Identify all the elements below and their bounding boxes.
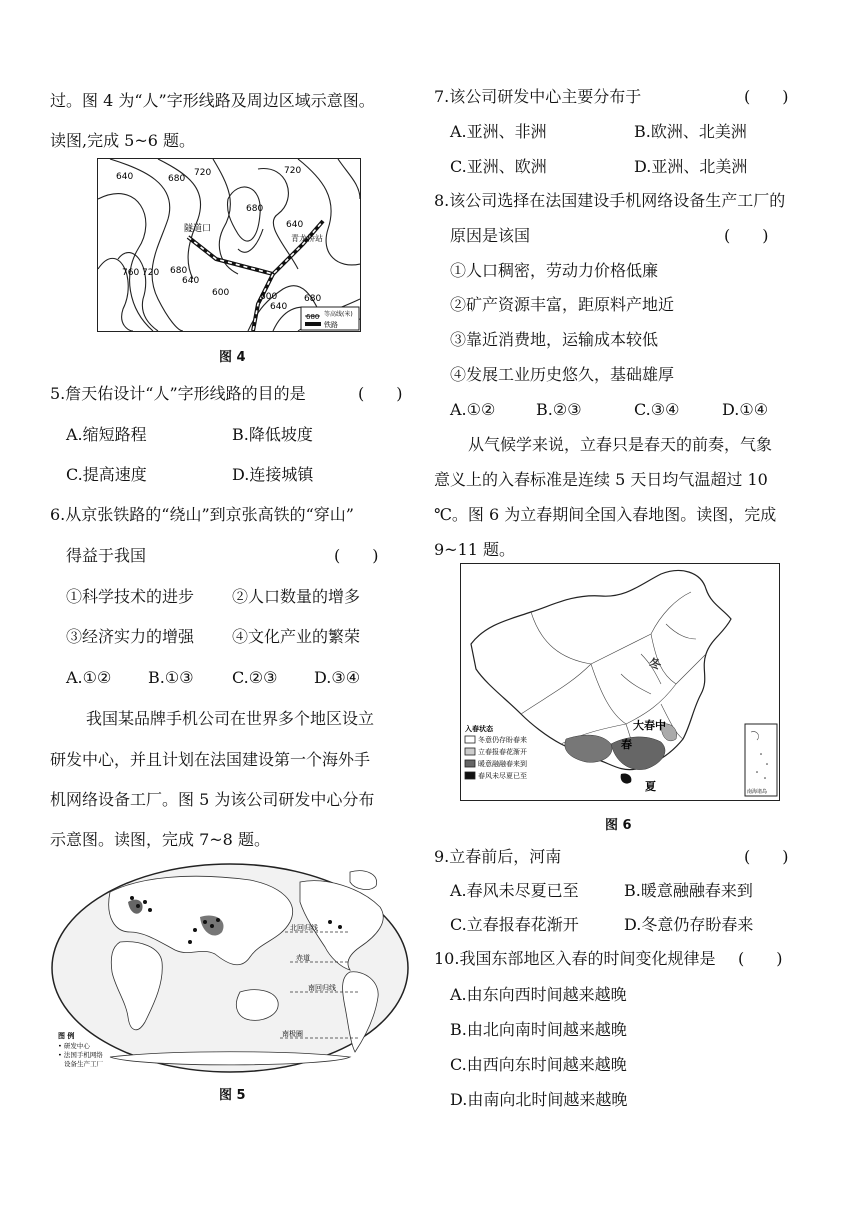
label-chun: 春: [621, 738, 632, 751]
contour-label: 640: [270, 302, 288, 312]
contour-label: 720: [142, 268, 160, 278]
legend-title: 图 例: [58, 1032, 75, 1040]
q6-item-2: ②人口数量的增多: [232, 587, 361, 606]
q8-item-1: ①人口稠密，劳动力价格低廉: [450, 261, 659, 280]
q8-option-a[interactable]: A.①②: [450, 400, 496, 419]
fig6-legend: [465, 724, 527, 780]
passage-2-line-4: 示意图。读图，完成 7~8 题。: [50, 830, 270, 849]
q9-option-d[interactable]: D.冬意仍存盼春来: [624, 915, 754, 934]
q7-option-d[interactable]: D.亚洲、北美洲: [634, 157, 748, 176]
label-dachun: 大春中: [633, 719, 666, 732]
legend-3: 暖意融融春来到: [478, 760, 527, 768]
q5-option-c[interactable]: C.提高速度: [66, 465, 147, 484]
contour-label: 720: [284, 166, 302, 176]
q5-stem: 5.詹天佑设计“人”字形线路的目的是: [50, 384, 306, 403]
tropic-capricorn-label: 南回归线: [308, 984, 336, 992]
q8-item-4: ④发展工业历史悠久，基础雄厚: [450, 365, 675, 384]
passage-3-line-2: 意义上的入春标准是连续 5 天日均气温超过 10: [434, 470, 768, 489]
passage-3-line-4: 9~11 题。: [434, 540, 516, 559]
q6-stem-1: 6.从京张铁路的“绕山”到京张高铁的“穿山”: [50, 505, 354, 524]
label-xia: 夏: [645, 780, 656, 793]
legend-4: 春风未尽夏已至: [478, 772, 527, 780]
contour-label: 640: [182, 276, 200, 286]
q8-option-d[interactable]: D.①④: [722, 400, 769, 419]
world-map-svg: [50, 862, 410, 1074]
q10-option-c[interactable]: C.由西向东时间越来越晚: [450, 1055, 627, 1074]
q7-option-b[interactable]: B.欧洲、北美洲: [634, 122, 747, 141]
contour-map-svg: [98, 159, 360, 331]
contour-label: 640: [286, 220, 304, 230]
tunnel-label: 隧道口: [184, 224, 212, 234]
q6-answer-paren: ( ): [334, 546, 379, 565]
figure-4-caption: 图 4: [219, 350, 246, 365]
figure-5-caption: 图 5: [219, 1088, 246, 1103]
q7-option-a[interactable]: A.亚洲、非洲: [450, 122, 547, 141]
contour-label: 680: [304, 294, 322, 304]
contour-label: 720: [194, 168, 212, 178]
passage-2-line-2: 研发中心，并且计划在法国建设第一个海外手: [50, 750, 371, 769]
intro-line-1: 过。图 4 为“人”字形线路及周边区域示意图。: [50, 91, 375, 110]
q9-option-c[interactable]: C.立春报春花渐开: [450, 915, 579, 934]
q6-option-d[interactable]: D.③④: [314, 668, 361, 687]
q10-stem: 10.我国东部地区入春的时间变化规律是: [434, 949, 716, 968]
legend-title: 入春状态: [465, 725, 493, 733]
q6-option-b[interactable]: B.①③: [148, 668, 194, 687]
fig4-legend: [301, 307, 359, 330]
q6-item-3: ③经济实力的增强: [66, 627, 195, 646]
passage-3-line-1: 从气候学来说，立春只是春天的前奏，气象: [468, 435, 773, 454]
q5-option-d[interactable]: D.连接城镇: [232, 465, 314, 484]
q9-answer-paren: ( ): [744, 847, 789, 866]
q8-answer-paren: ( ): [724, 226, 769, 245]
tropic-cancer-label: 北回归线: [290, 924, 318, 932]
south-china-sea-inset: [745, 724, 777, 796]
q5-option-b[interactable]: B.降低坡度: [232, 425, 313, 444]
contour-label: 680: [246, 204, 264, 214]
q9-option-a[interactable]: A.春风未尽夏已至: [450, 881, 579, 900]
contour-label: 760: [122, 268, 140, 278]
passage-2-line-1: 我国某品牌手机公司在世界多个地区设立: [86, 709, 375, 728]
china-map-svg: [461, 564, 779, 800]
legend-rd: • 研发中心: [58, 1042, 90, 1050]
station-label: 青龙桥站: [291, 234, 323, 243]
legend-1: 冬意仍存盼春来: [478, 736, 527, 744]
legend-contour-value: 680: [306, 313, 320, 321]
equator-label: 赤道: [296, 954, 310, 962]
legend-factory-2: 设备生产工厂: [64, 1060, 103, 1068]
q8-stem-1: 8.该公司选择在法国建设手机网络设备生产工厂的: [434, 191, 786, 210]
q5-option-a[interactable]: A.缩短路程: [66, 425, 147, 444]
q6-option-c[interactable]: C.②③: [232, 668, 278, 687]
q6-stem-2: 得益于我国: [66, 546, 147, 565]
q8-item-3: ③靠近消费地，运输成本较低: [450, 330, 659, 349]
q10-option-a[interactable]: A.由东向西时间越来越晚: [450, 985, 627, 1004]
q7-option-c[interactable]: C.亚洲、欧洲: [450, 157, 547, 176]
label-dong: 冬: [649, 657, 662, 671]
legend-2: 立春报春花渐开: [478, 748, 527, 756]
contour-label: 680: [170, 266, 188, 276]
q7-answer-paren: ( ): [744, 87, 789, 106]
contour-label: 680: [168, 174, 186, 184]
q10-option-b[interactable]: B.由北向南时间越来越晚: [450, 1020, 627, 1039]
passage-3-line-3: ℃。图 6 为立春期间全国入春地图。读图，完成: [434, 505, 777, 524]
legend-rail-label: 铁路: [324, 321, 338, 329]
figure-6-caption: 图 6: [605, 818, 632, 833]
q9-option-b[interactable]: B.暖意融融春来到: [624, 881, 753, 900]
contour-label: 600: [212, 288, 230, 298]
figure-6-china-map: [460, 563, 780, 801]
q10-option-d[interactable]: D.由南向北时间越来越晚: [450, 1090, 628, 1109]
intro-line-2: 读图,完成 5~6 题。: [50, 131, 196, 150]
q8-option-b[interactable]: B.②③: [536, 400, 582, 419]
q9-stem: 9.立春前后，河南: [434, 847, 562, 866]
q6-item-4: ④文化产业的繁荣: [232, 627, 361, 646]
contour-label: 600: [260, 292, 278, 302]
antarctic-circle-label: 南极圈: [282, 1030, 303, 1038]
q6-option-a[interactable]: A.①②: [66, 668, 112, 687]
q5-answer-paren: ( ): [358, 384, 403, 403]
legend-contour-label: 等高线(米): [324, 311, 353, 318]
q7-stem: 7.该公司研发中心主要分布于: [434, 87, 642, 106]
inset-label: 南海诸岛: [747, 789, 768, 795]
q10-answer-paren: ( ): [738, 949, 783, 968]
q8-item-2: ②矿产资源丰富，距原料产地近: [450, 295, 675, 314]
q8-option-c[interactable]: C.③④: [634, 400, 680, 419]
q6-item-1: ①科学技术的进步: [66, 587, 195, 606]
passage-2-line-3: 机网络设备工厂。图 5 为该公司研发中心分布: [50, 790, 375, 809]
legend-factory-1: • 法国手机网络: [58, 1051, 103, 1059]
q8-stem-2: 原因是该国: [450, 226, 531, 245]
figure-5-world-map: [50, 862, 410, 1074]
figure-4-contour-map: [97, 158, 361, 332]
contour-label: 640: [116, 172, 134, 182]
